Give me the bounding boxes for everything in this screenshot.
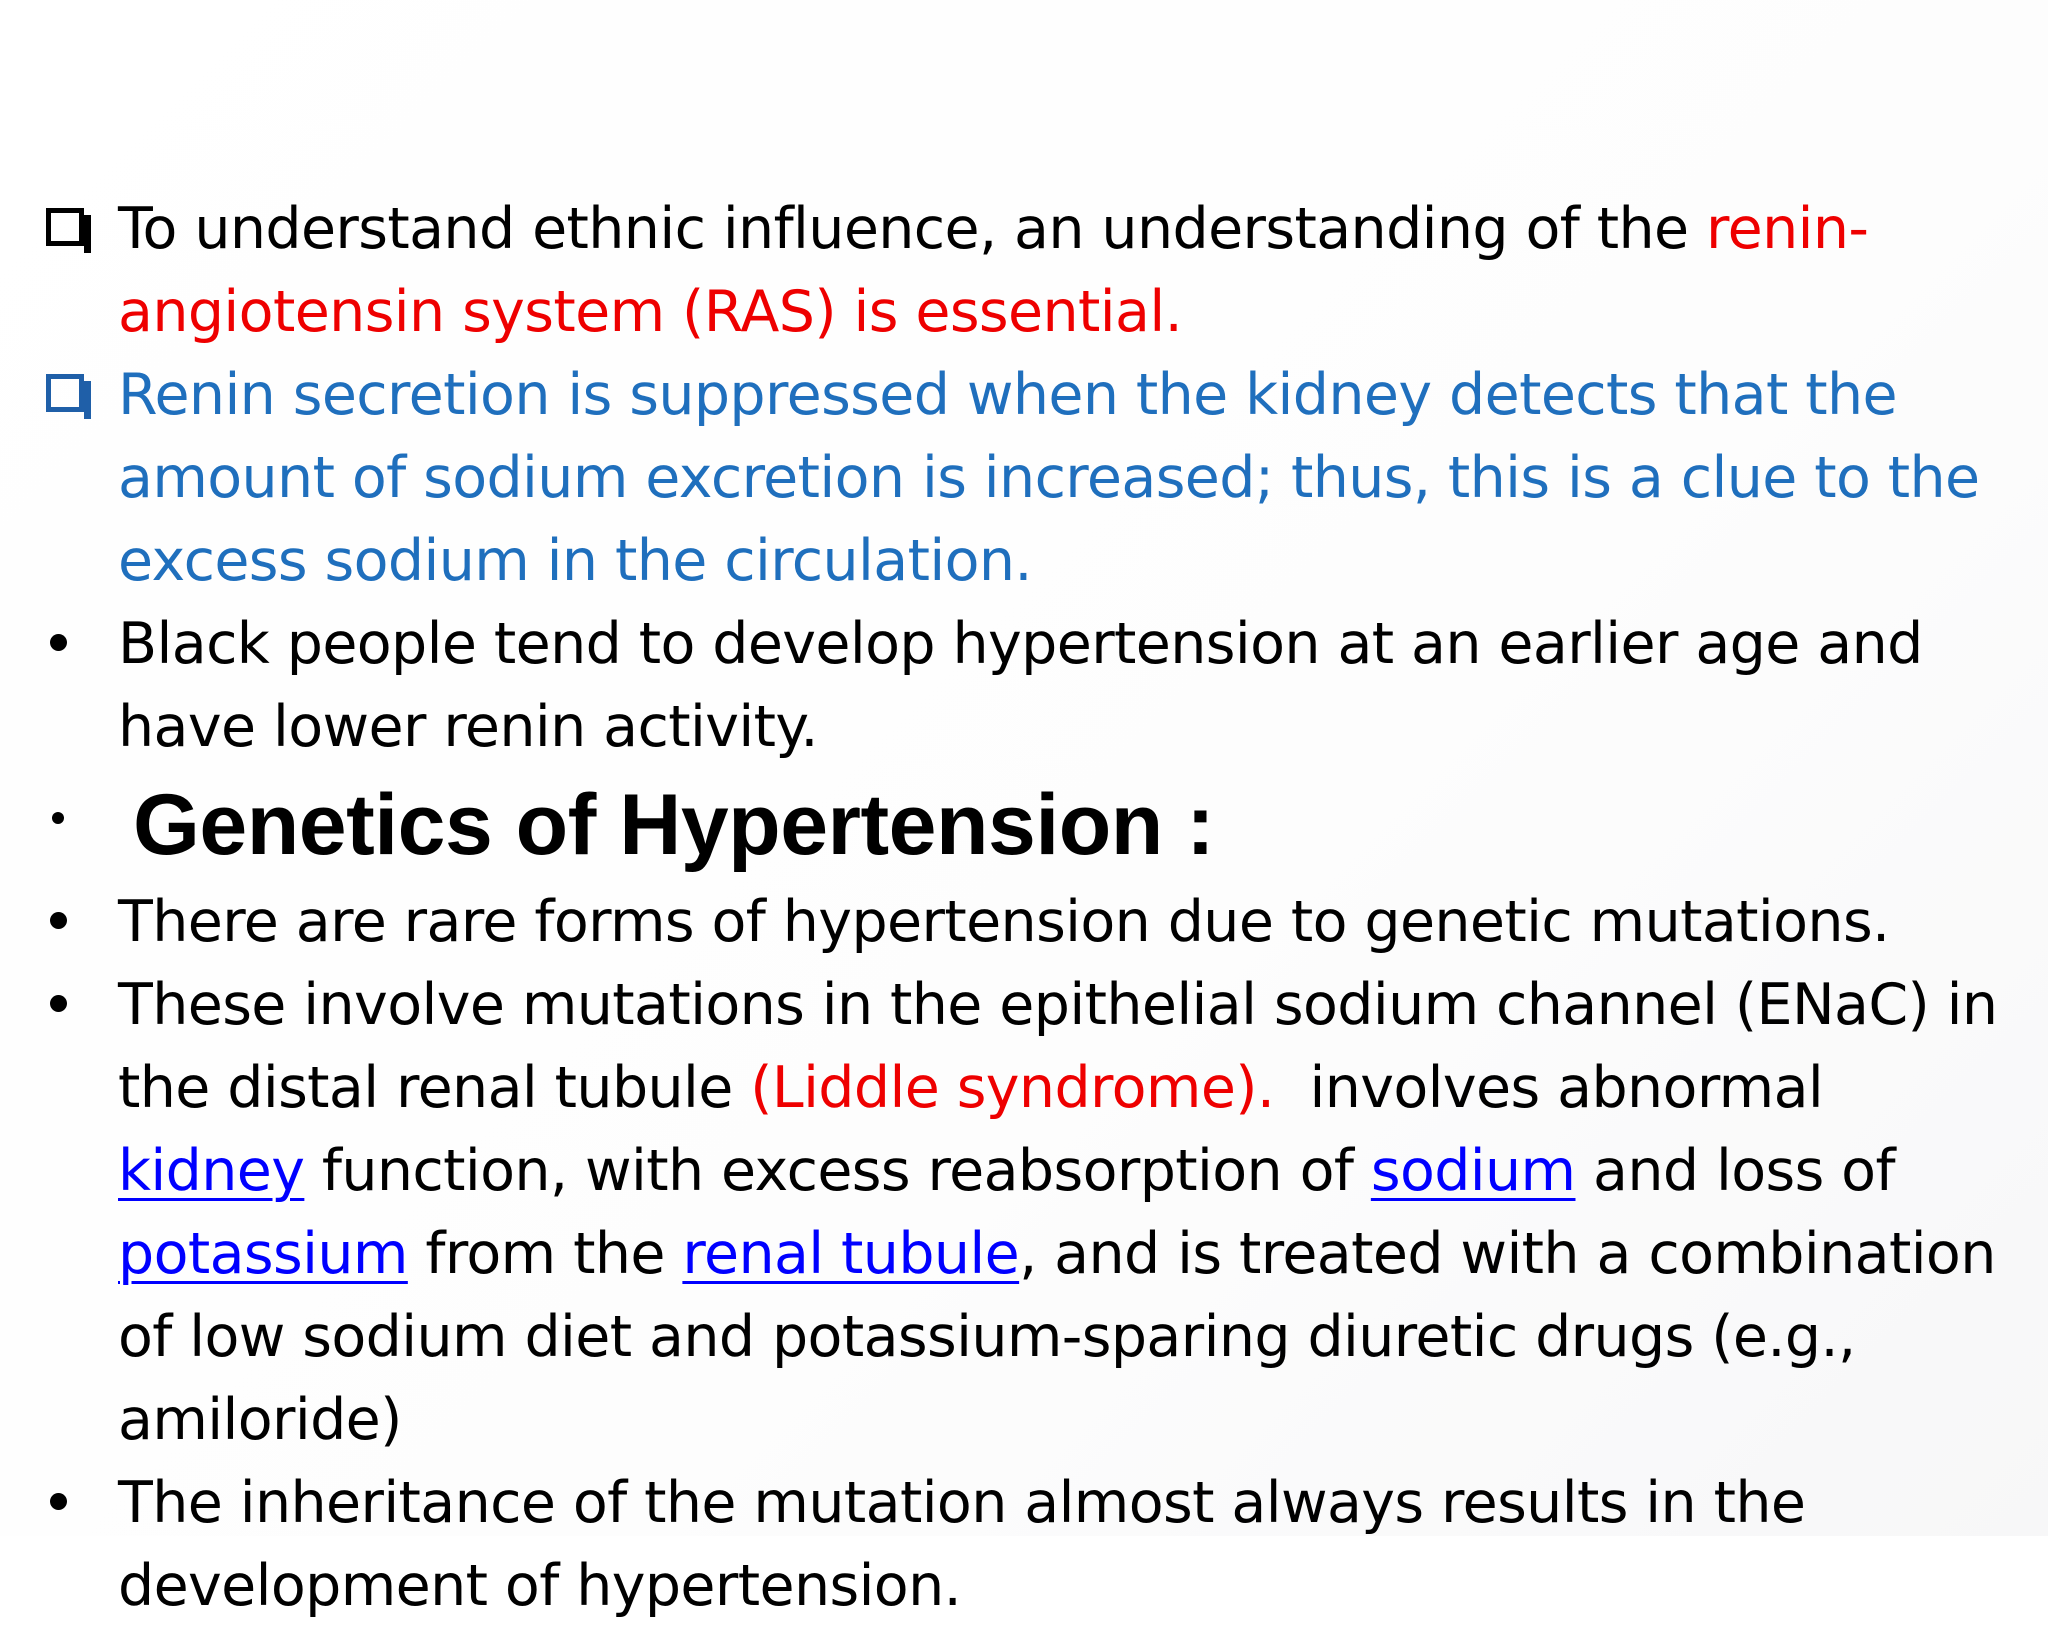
slide-content (38, 188, 2018, 1628)
potassium-link[interactable]: potassium (118, 1221, 408, 1287)
enac-text-part5: from the (407, 1221, 683, 1287)
ras-intro-text: To understand ethnic influence, an understanding of the (118, 196, 1707, 262)
list-item-enac (38, 964, 2018, 1462)
kidney-link[interactable]: kidney (118, 1138, 305, 1204)
checkbox-square-icon (38, 354, 108, 437)
enac-text-part1: These involve mutations in the epithelial sodium channel (ENaC) in the distal renal tubule (118, 972, 1998, 1121)
enac-text-part6: , and is treated with a combination of low sodium diet and potassium-sparing diuretic drugs (e.g., amiloride) (118, 1221, 1996, 1453)
renal-tubule-link[interactable]: renal tubule (682, 1221, 1020, 1287)
ras-highlight-text: renin-angiotensin system (RAS) is essential. (118, 196, 1869, 345)
enac-text-part3: function, with excess reabsorption of (304, 1138, 1371, 1204)
bullet-icon (38, 964, 108, 1047)
black-people-text: Black people tend to develop hypertension at an earlier age and have lower renin activity. (118, 611, 1923, 760)
bullet-icon (38, 881, 108, 964)
enac-text-part2: involves abnormal (1274, 1055, 1841, 1121)
bullet-icon (38, 1462, 108, 1545)
bullet-icon (38, 769, 108, 881)
bullet-icon (38, 603, 108, 686)
list-item-rare-forms (38, 881, 2018, 964)
inheritance-text: The inheritance of the mutation almost always results in the development of hypertension. (118, 1470, 1806, 1619)
list-item-genetics-heading (38, 769, 2018, 881)
sodium-link[interactable]: sodium (1370, 1138, 1576, 1204)
list-item-black-people (38, 603, 2018, 769)
liddle-syndrome-text: (Liddle syndrome). (750, 1055, 1275, 1121)
rare-forms-text: There are rare forms of hypertension due to genetic mutations. (118, 889, 1890, 955)
list-item-renin-secretion (38, 354, 2018, 603)
enac-text-part4: and loss of (1575, 1138, 1895, 1204)
list-item-ras (38, 188, 2018, 354)
section-heading: Genetics of Hypertension : (133, 777, 1215, 873)
list-item-inheritance (38, 1462, 2018, 1628)
checkbox-square-icon (38, 188, 108, 271)
renin-secretion-text: Renin secretion is suppressed when the kidney detects that the amount of sodium excretion is increased; thus, this is a clue to the excess sodium in the circulation. (118, 362, 1980, 594)
